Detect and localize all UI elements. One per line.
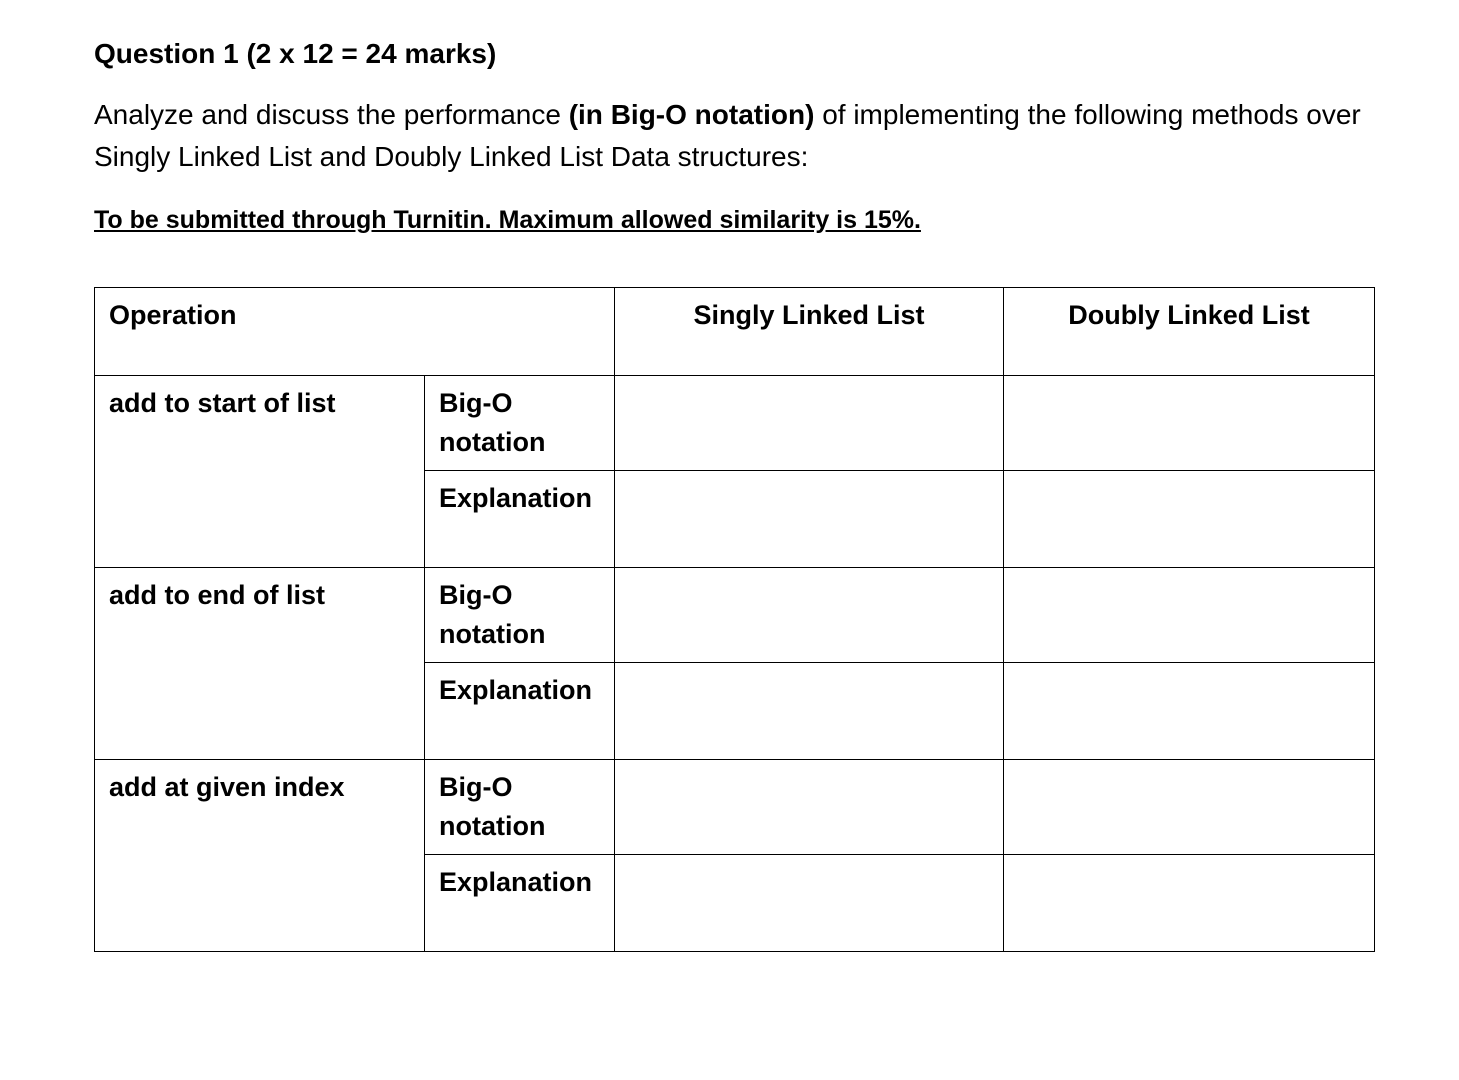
sub-bigo-label: Big-O notation	[425, 568, 615, 663]
answer-cell-singly-explanation[interactable]	[615, 855, 1004, 952]
sub-bigo-label: Big-O notation	[425, 760, 615, 855]
answer-cell-doubly-explanation[interactable]	[1004, 855, 1375, 952]
intro-text-end: of implementing the following methods over Singly Linked List and Doubly Linked List Data structures:	[94, 99, 1361, 172]
header-doubly-linked-list: Doubly Linked List	[1004, 288, 1375, 376]
table-row	[95, 760, 1375, 855]
intro-text-start: Analyze and discuss the performance	[94, 99, 569, 130]
answer-cell-doubly-bigo[interactable]	[1004, 568, 1375, 663]
operation-add-end: add to end of list	[95, 568, 425, 760]
sub-explanation-label: Explanation	[425, 471, 615, 568]
table-header-row	[95, 288, 1375, 376]
document-page	[94, 30, 1374, 897]
complexity-table	[94, 287, 1375, 952]
sub-bigo-label: Big-O notation	[425, 376, 615, 471]
answer-cell-singly-bigo[interactable]	[615, 568, 1004, 663]
question-intro	[94, 94, 1384, 178]
sub-explanation-label: Explanation	[425, 663, 615, 760]
answer-cell-doubly-bigo[interactable]	[1004, 760, 1375, 855]
answer-cell-singly-bigo[interactable]	[615, 760, 1004, 855]
submission-note: To be submitted through Turnitin. Maximum allowed similarity is 15%.	[94, 206, 921, 234]
answer-cell-singly-bigo[interactable]	[615, 376, 1004, 471]
operation-add-start: add to start of list	[95, 376, 425, 568]
table-row	[95, 568, 1375, 663]
answer-cell-doubly-explanation[interactable]	[1004, 471, 1375, 568]
intro-text-bold: (in Big-O notation)	[568, 99, 815, 130]
answer-cell-singly-explanation[interactable]	[615, 471, 1004, 568]
operation-add-index: add at given index	[95, 760, 425, 952]
sub-explanation-label: Explanation	[425, 855, 615, 952]
answer-cell-doubly-explanation[interactable]	[1004, 663, 1375, 760]
question-title: Question 1 (2 x 12 = 24 marks)	[94, 38, 497, 69]
header-singly-linked-list: Singly Linked List	[615, 288, 1004, 376]
answer-cell-doubly-bigo[interactable]	[1004, 376, 1375, 471]
answer-cell-singly-explanation[interactable]	[615, 663, 1004, 760]
table-row	[95, 376, 1375, 471]
header-operation: Operation	[95, 288, 615, 376]
